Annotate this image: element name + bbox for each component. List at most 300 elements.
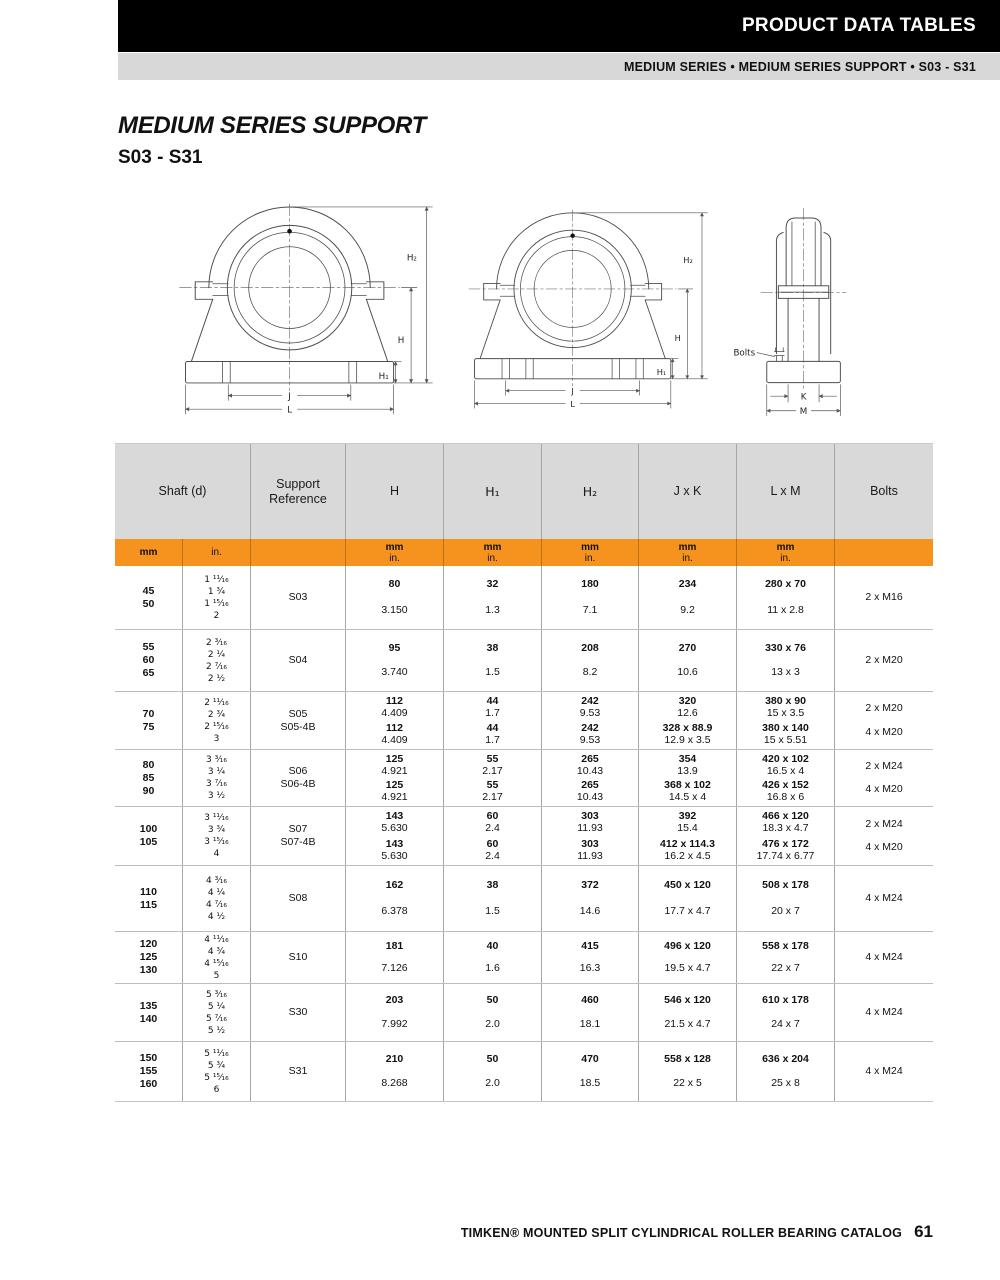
cell-lxm [736, 566, 834, 629]
shaft-in-value: 3 [213, 733, 220, 744]
shaft-mm-value: 85 [142, 771, 155, 784]
dimension-pair [663, 722, 713, 746]
lxm-mm-value: 380 x 90 [765, 695, 806, 707]
lxm-mm-value: 636 x 204 [762, 1053, 809, 1065]
shaft-in-value: 5 ¹¹⁄₁₆ [204, 1048, 229, 1059]
h1-mm-value: 60 [486, 810, 499, 823]
shaft-mm-value: 65 [142, 667, 155, 679]
h2-mm-value: 265 [581, 752, 599, 765]
shaft-in-value: 5 ¼ [207, 1001, 226, 1012]
bolts-leader-line [757, 353, 774, 357]
table-row [115, 629, 933, 691]
bolts-value: 2 x M20 [865, 702, 903, 715]
bolts-value: 4 x M20 [865, 841, 903, 854]
front-view-2bolt-diagram [168, 198, 450, 422]
h1-mm-value: 50 [486, 994, 499, 1007]
cell-lxm [736, 866, 834, 931]
cell-jxk [638, 1042, 736, 1101]
cell-shaft-mm [115, 984, 182, 1041]
jxk-in-value: 22 x 5 [673, 1077, 702, 1089]
page-footer [115, 1222, 933, 1242]
h2-in-value: 14.6 [579, 905, 601, 917]
support-reference-value: S04 [288, 654, 308, 666]
h1-in-value: 2.4 [485, 849, 500, 862]
cell-shaft-in [182, 750, 250, 806]
dimension-pair [485, 810, 500, 834]
h2-mm-value: 242 [581, 695, 599, 707]
table-row [115, 566, 933, 629]
cell-lxm [736, 750, 834, 806]
dimension-pair [762, 753, 809, 777]
table-header-row [115, 444, 933, 539]
units-shaft-in: in. [182, 539, 250, 566]
column-header-shaft: Shaft (d) [158, 484, 207, 498]
page-subtitle: S03 - S31 [118, 147, 203, 168]
cell-bolts [834, 807, 933, 865]
h2-in-value: 9.53 [579, 707, 601, 719]
h2-mm-value: 372 [581, 879, 599, 891]
cell-shaft-mm [115, 807, 182, 865]
cell-jxk [638, 984, 736, 1041]
cell-h2 [541, 566, 638, 629]
h1-mm-value: 44 [486, 695, 499, 707]
cell-h2 [541, 1042, 638, 1101]
cell-support-reference [250, 807, 345, 865]
h1-in-value: 1.7 [485, 734, 500, 746]
h2-in-value: 16.3 [579, 961, 601, 974]
h-label: H [674, 333, 681, 344]
shaft-in-value: 3 ¾ [207, 825, 226, 835]
banner-title: PRODUCT DATA TABLES [741, 15, 976, 36]
h-in-value: 7.992 [381, 1017, 408, 1030]
support-reference-value: S30 [288, 1006, 308, 1018]
h-mm-value: 203 [385, 994, 404, 1007]
h2-in-value: 11.93 [577, 849, 603, 862]
shaft-in-value: 3 ¹¹⁄₁₆ [204, 813, 229, 823]
h2-in-value: 7.1 [582, 603, 598, 616]
cell-h1 [443, 932, 541, 983]
shaft-in-value: 2 ⁷⁄₁₆ [206, 661, 227, 672]
cell-h [345, 866, 443, 931]
h-in-value: 4.409 [381, 734, 408, 746]
bolts-value: 4 x M24 [865, 892, 903, 904]
h1-mm-value: 38 [486, 879, 499, 891]
cell-bolts [834, 750, 933, 806]
h1-in-value: 2.4 [485, 822, 500, 835]
shaft-in-value: 5 ½ [207, 1025, 226, 1036]
jxk-in-value: 21.5 x 4.7 [664, 1017, 711, 1030]
h1-mm-value: 55 [486, 752, 499, 765]
dimension-pair [381, 753, 407, 777]
cell-jxk [638, 807, 736, 865]
h-mm-value: 112 [386, 695, 403, 707]
shaft-mm-value: 140 [139, 1012, 158, 1025]
shaft-mm-value: 75 [142, 720, 155, 733]
cell-support-reference [250, 630, 345, 691]
grease-fitting-dot [287, 229, 292, 234]
lxm-mm-value: 330 x 76 [765, 641, 806, 654]
h1-mm-value: 55 [486, 779, 499, 792]
cell-support-reference [250, 1042, 345, 1101]
shaft-in-value: 1 ¾ [207, 586, 226, 597]
h-mm-value: 80 [388, 578, 401, 591]
support-reference-value: S03 [288, 591, 308, 603]
cell-h2 [541, 807, 638, 865]
shaft-in-value: 6 [213, 1084, 220, 1095]
support-reference-value: S07 [288, 823, 308, 835]
table-row [115, 1041, 933, 1101]
shaft-in-value: 4 ⁷⁄₁₆ [206, 899, 227, 910]
support-reference-value: S10 [288, 951, 308, 963]
support-reference-value: S06-4B [280, 778, 316, 790]
h-in-value: 4.921 [381, 791, 408, 804]
cell-shaft-in [182, 692, 250, 749]
shaft-in-value: 4 ³⁄₁₆ [206, 875, 227, 886]
dimension-pair [381, 722, 407, 746]
h-mm-value: 210 [385, 1053, 404, 1065]
h-mm-value: 181 [385, 940, 404, 953]
h1-in-value: 2.17 [482, 791, 503, 804]
k-label: K [800, 392, 807, 403]
bolts-value: 2 x M24 [865, 760, 903, 772]
dimension-pair [482, 779, 502, 803]
h2-in-value: 10.43 [576, 764, 604, 777]
shaft-mm-value: 70 [142, 707, 155, 720]
shaft-in-value: 5 [213, 970, 220, 981]
shaft-in-value: 3 ½ [207, 791, 226, 801]
cell-h1 [443, 984, 541, 1041]
cell-jxk [638, 750, 736, 806]
h-in-value: 5.630 [381, 822, 408, 835]
shaft-in-value: 2 ¹¹⁄₁₆ [204, 697, 229, 708]
jxk-mm-value: 270 [678, 641, 697, 654]
jxk-in-value: 9.2 [680, 603, 695, 616]
bolts-value: 4 x M24 [865, 951, 903, 963]
h1-mm-value: 50 [486, 1053, 499, 1065]
cell-h2 [541, 750, 638, 806]
h1-mm-value: 38 [486, 641, 499, 654]
cell-h [345, 932, 443, 983]
units-jxk: mm in. [638, 539, 736, 566]
cell-shaft-in [182, 1042, 250, 1101]
column-header-h2: H₂ [541, 444, 638, 539]
jxk-in-value: 16.2 x 4.5 [664, 849, 711, 862]
dimension-pair [677, 753, 697, 777]
table-row [115, 931, 933, 983]
cell-shaft-mm [115, 566, 182, 629]
bolts-value: 4 x M20 [865, 725, 903, 738]
dimension-pair [664, 779, 711, 803]
lxm-in-value: 16.5 x 4 [766, 764, 805, 777]
h1-mm-value: 32 [486, 578, 499, 591]
h2-in-value: 18.5 [579, 1077, 601, 1089]
jxk-in-value: 12.6 [677, 707, 698, 719]
shaft-in-value: 4 ¹⁵⁄₁₆ [204, 958, 229, 969]
column-header-jxk: J x K [638, 444, 736, 539]
jxk-mm-value: 354 [678, 752, 697, 765]
lxm-mm-value: 610 x 178 [762, 994, 809, 1007]
bolts-value: 4 x M24 [865, 1065, 903, 1077]
column-header-support-reference: Support Reference [250, 444, 345, 539]
h-mm-value: 143 [385, 837, 404, 850]
h-in-value: 3.150 [381, 603, 408, 616]
lxm-mm-value: 420 x 102 [762, 752, 809, 765]
jxk-in-value: 12.9 x 3.5 [664, 734, 711, 746]
h2-mm-value: 415 [581, 940, 599, 953]
shaft-in-value: 1 ¹¹⁄₁₆ [204, 574, 229, 585]
dimension-pair [677, 695, 697, 719]
shaft-in-value: 3 ³⁄₁₆ [206, 755, 227, 765]
lxm-mm-value: 380 x 140 [762, 722, 809, 734]
support-reference-value: S06 [288, 765, 308, 777]
breadcrumb: MEDIUM SERIES • MEDIUM SERIES SUPPORT • S03 - S31 [624, 59, 976, 74]
shaft-in-value: 5 ¾ [207, 1060, 226, 1071]
units-lxm: mm in. [736, 539, 834, 566]
h-in-value: 3.740 [381, 666, 408, 679]
jxk-in-value: 17.7 x 4.7 [664, 905, 711, 917]
h-in-value: 4.921 [381, 764, 408, 777]
h1-mm-value: 40 [486, 940, 499, 953]
lxm-in-value: 25 x 8 [771, 1077, 800, 1089]
shaft-mm-value: 60 [142, 654, 155, 666]
shaft-mm-value: 55 [142, 641, 155, 653]
jxk-mm-value: 392 [678, 810, 697, 823]
shaft-in-value: 1 ¹⁵⁄₁₆ [204, 598, 229, 609]
j-label: J [288, 391, 291, 402]
shaft-in-value: 2 ¹⁵⁄₁₆ [204, 721, 229, 732]
dimension-pair [580, 722, 600, 746]
h2-in-value: 18.1 [579, 1017, 601, 1030]
dimension-pair [580, 695, 600, 719]
column-header-h: H [345, 444, 443, 539]
cell-h1 [443, 630, 541, 691]
lxm-in-value: 13 x 3 [771, 666, 800, 679]
shaft-mm-value: 100 [139, 823, 158, 835]
dimension-pair [381, 838, 407, 862]
grease-fitting-dot [570, 234, 574, 238]
cell-h1 [443, 807, 541, 865]
table-row [115, 983, 933, 1041]
jxk-in-value: 14.5 x 4 [668, 791, 707, 804]
lxm-in-value: 16.8 x 6 [766, 791, 805, 804]
h1-in-value: 1.5 [485, 905, 500, 917]
cell-bolts [834, 984, 933, 1041]
cell-h [345, 692, 443, 749]
diagram-strip [0, 198, 1000, 428]
cell-support-reference [250, 692, 345, 749]
h1-in-value: 1.5 [485, 666, 500, 679]
dimension-pair [677, 810, 697, 834]
jxk-mm-value: 368 x 102 [664, 779, 711, 792]
lxm-mm-value: 426 x 152 [762, 779, 809, 792]
shaft-mm-value: 105 [139, 836, 158, 848]
h1-mm-value: 60 [486, 837, 499, 850]
cell-shaft-in [182, 807, 250, 865]
lxm-in-value: 17.74 x 6.77 [756, 849, 815, 862]
h2-in-value: 10.43 [576, 791, 604, 804]
cell-bolts [834, 566, 933, 629]
h1-mm-value: 44 [486, 722, 499, 734]
lxm-in-value: 15 x 5.51 [763, 734, 808, 746]
cell-support-reference [250, 566, 345, 629]
side-view-diagram [728, 198, 883, 422]
cell-h1 [443, 692, 541, 749]
cell-h [345, 566, 443, 629]
lxm-in-value: 15 x 3.5 [766, 707, 805, 719]
lxm-mm-value: 476 x 172 [762, 837, 809, 850]
h2-label: H₂ [683, 255, 693, 266]
shaft-mm-value: 120 [139, 938, 158, 950]
top-banner [118, 0, 1000, 52]
h1-label: H₁ [378, 372, 389, 383]
shaft-in-value: 5 ³⁄₁₆ [206, 989, 227, 1000]
h1-in-value: 1.3 [485, 603, 500, 616]
product-data-table [115, 443, 933, 1102]
h2-mm-value: 265 [581, 779, 599, 792]
cell-h1 [443, 750, 541, 806]
table-row [115, 865, 933, 931]
cell-h2 [541, 932, 638, 983]
h-mm-value: 143 [385, 810, 404, 823]
front-view-4bolt-diagram [458, 198, 724, 422]
cell-jxk [638, 866, 736, 931]
shaft-in-value: 2 ½ [207, 673, 226, 684]
cell-shaft-in [182, 866, 250, 931]
h2-mm-value: 180 [581, 578, 599, 591]
cell-lxm [736, 932, 834, 983]
cell-bolts [834, 866, 933, 931]
dimension-pair [485, 838, 500, 862]
cell-shaft-in [182, 932, 250, 983]
column-header-lxm: L x M [736, 444, 834, 539]
jxk-mm-value: 234 [678, 578, 697, 591]
cell-h [345, 807, 443, 865]
support-reference-value: S07-4B [280, 836, 316, 848]
h-mm-value: 125 [385, 779, 404, 792]
cell-shaft-in [182, 566, 250, 629]
lxm-mm-value: 466 x 120 [762, 810, 809, 823]
cell-lxm [736, 630, 834, 691]
cell-shaft-mm [115, 692, 182, 749]
lxm-in-value: 20 x 7 [771, 905, 800, 917]
dimension-pair [381, 810, 407, 834]
h2-mm-value: 460 [581, 994, 599, 1007]
shaft-in-value: 4 [213, 849, 220, 859]
shaft-in-value: 3 ¹⁵⁄₁₆ [204, 837, 229, 847]
bolts-value: 2 x M16 [865, 591, 903, 603]
shaft-mm-value: 45 [142, 584, 155, 597]
shaft-mm-value: 80 [142, 758, 155, 771]
m-label: M [799, 407, 808, 418]
cell-h [345, 1042, 443, 1101]
jxk-in-value: 13.9 [677, 764, 698, 777]
shaft-mm-value: 90 [142, 784, 155, 797]
dimension-pair [577, 753, 603, 777]
shaft-in-value: 5 ⁷⁄₁₆ [206, 1013, 227, 1024]
jxk-mm-value: 558 x 128 [664, 1053, 711, 1065]
cell-lxm [736, 692, 834, 749]
dimension-pair [762, 779, 809, 803]
units-row [115, 539, 933, 566]
cell-h2 [541, 692, 638, 749]
cell-support-reference [250, 932, 345, 983]
shaft-mm-value: 150 [139, 1052, 158, 1064]
units-bolts [834, 539, 933, 566]
cell-jxk [638, 566, 736, 629]
shaft-mm-value: 110 [140, 885, 157, 898]
dimension-pair [660, 838, 715, 862]
bolts-label: Bolts [733, 348, 756, 359]
cell-h2 [541, 984, 638, 1041]
cell-bolts [834, 1042, 933, 1101]
dimension-pair [762, 722, 809, 746]
cell-jxk [638, 932, 736, 983]
dimension-pair [757, 838, 815, 862]
lxm-in-value: 11 x 2.8 [767, 603, 804, 616]
j-label: J [571, 385, 574, 396]
h1-in-value: 2.0 [485, 1077, 500, 1089]
h1-in-value: 1.6 [485, 961, 500, 974]
cell-h2 [541, 866, 638, 931]
support-reference-value: S08 [288, 892, 308, 904]
h2-in-value: 9.53 [579, 734, 601, 746]
dimension-pair [577, 779, 603, 803]
cell-lxm [736, 984, 834, 1041]
dimension-pair [381, 695, 407, 719]
units-support [250, 539, 345, 566]
shaft-in-value: 2 [213, 610, 220, 621]
h2-mm-value: 242 [581, 722, 599, 734]
lxm-in-value: 22 x 7 [771, 961, 800, 974]
cell-support-reference [250, 750, 345, 806]
h1-in-value: 1.7 [485, 707, 500, 719]
lxm-in-value: 18.3 x 4.7 [762, 822, 809, 835]
lxm-mm-value: 280 x 70 [765, 578, 806, 591]
shaft-mm-value: 130 [139, 964, 158, 976]
shaft-in-value: 4 ¾ [207, 946, 226, 957]
page-number: 61 [914, 1222, 933, 1241]
shaft-mm-value: 155 [139, 1065, 158, 1077]
dimension-pair [762, 810, 809, 834]
bolts-value: 2 x M24 [865, 817, 903, 830]
cell-lxm [736, 807, 834, 865]
h-mm-value: 95 [388, 641, 401, 654]
table-row [115, 806, 933, 865]
column-header-bolts: Bolts [834, 444, 933, 539]
cell-jxk [638, 692, 736, 749]
cell-shaft-in [182, 630, 250, 691]
table-row [115, 749, 933, 806]
l-label: L [287, 405, 292, 416]
h-mm-value: 125 [385, 752, 404, 765]
shaft-in-value: 5 ¹⁵⁄₁₆ [204, 1072, 229, 1083]
support-reference-value: S05-4B [280, 720, 316, 733]
lxm-mm-value: 508 x 178 [762, 879, 809, 891]
jxk-mm-value: 328 x 88.9 [662, 722, 713, 734]
jxk-in-value: 10.6 [677, 666, 698, 679]
jxk-mm-value: 496 x 120 [664, 940, 711, 953]
cell-bolts [834, 932, 933, 983]
shaft-mm-value: 125 [139, 951, 158, 963]
shaft-mm-value: 50 [142, 597, 155, 610]
dimension-pair [765, 695, 806, 719]
bolts-value: 4 x M20 [865, 783, 903, 795]
h2-mm-value: 303 [581, 810, 599, 823]
jxk-in-value: 15.4 [677, 822, 698, 835]
h2-label: H₂ [406, 253, 417, 264]
cell-support-reference [250, 866, 345, 931]
h-mm-value: 162 [385, 879, 404, 891]
